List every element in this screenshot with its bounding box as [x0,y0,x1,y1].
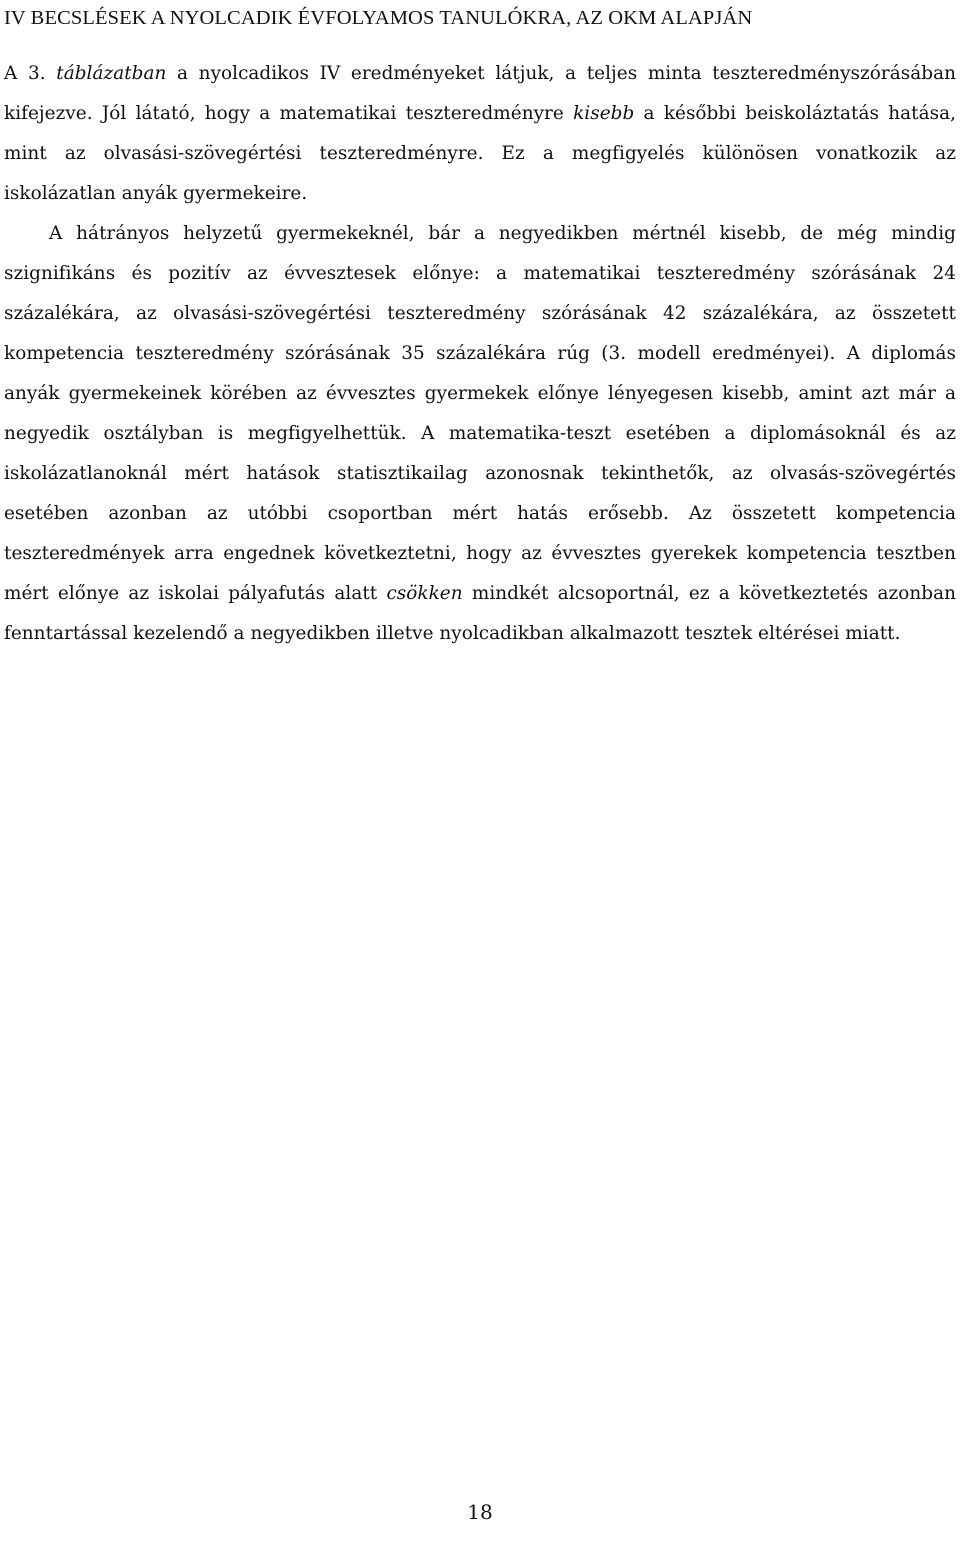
text-run: a későbbi beiskoláztatás hatása, mint az olvasási-szövegértési teszteredményre. Ez a megfigyelés különösen vonatkozik az iskolázatlan anyák gyermekeire. [4,103,956,204]
italic-text-run: kisebb [573,103,635,124]
text-run: A 3. [4,63,57,84]
paragraph [4,54,956,214]
page-number: 18 [467,1500,493,1524]
text-run: mindkét alcsoportnál, ez a következtetés azonban fenntartással kezelendő a negyedikben illetve nyolcadikban alkalmazott tesztek eltérései miatt. [4,583,956,644]
body-text [4,54,956,654]
italic-text-run: táblázatban [56,63,167,84]
text-run: a nyolcadikos IV eredményeket látjuk, a teljes minta teszteredményszórásában kifejezve. Jól látató, hogy a matematikai teszteredményre [4,63,956,124]
italic-text-run: csökken [386,583,463,604]
running-header: IV BECSLÉSEK A NYOLCADIK ÉVFOLYAMOS TANULÓKRA, AZ OKM ALAPJÁN [4,7,753,29]
text-run: A hátrányos helyzetű gyermekeknél, bár a negyedikben mértnél kisebb, de még mindig szignifikáns és pozitív az évvesztesek előnye: a matematikai teszteredmény szórásának 24 százalékára, az olvasási-szövegértési teszteredmény szórásának 42 százalékára, az összetett kompetencia teszteredmény szórásának 35 százalékára rúg (3. modell eredményei). A diplomás anyák gyermekeinek körében az évvesztes gyermekek előnye lényegesen kisebb, amint azt már a negyedik osztályban is megfigyelhettük. A matematika-teszt esetében a diplomásoknál és az iskolázatlanoknál mért hatások statisztikailag azonosnak tekinthetők, az olvasás-szövegértés esetében azonban az utóbbi csoportban mért hatás erősebb. Az összetett kompetencia teszteredmények arra engednek következtetni, hogy az évvesztes gyerekek kompetencia tesztben mért előnye az iskolai pályafutás alatt [4,223,956,604]
paragraph [4,214,956,654]
